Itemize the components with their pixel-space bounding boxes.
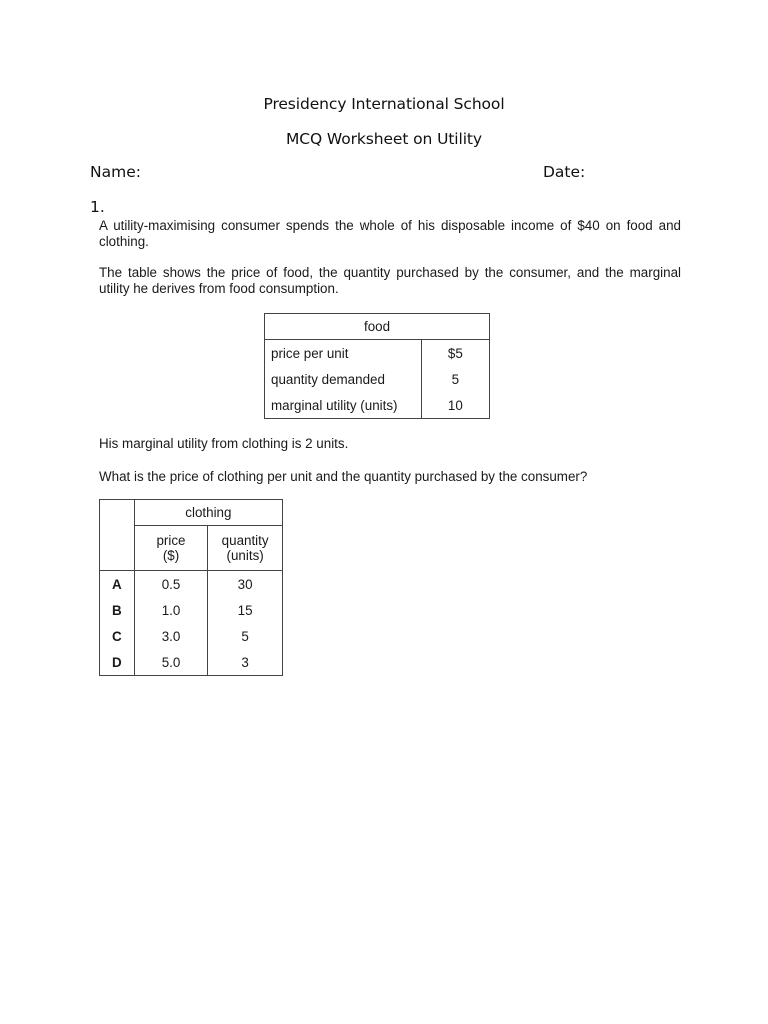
option-row-a[interactable] <box>100 571 283 598</box>
food-row-label: quantity demanded <box>265 366 422 392</box>
option-quantity: 3 <box>208 649 283 676</box>
question-number: 1. <box>90 198 105 216</box>
food-row-value: $5 <box>421 340 489 367</box>
option-row-b[interactable] <box>100 597 283 623</box>
food-row-value: 10 <box>421 392 489 419</box>
worksheet-title: MCQ Worksheet on Utility <box>286 130 482 148</box>
option-letter: D <box>100 649 135 676</box>
food-row-label: price per unit <box>265 340 422 367</box>
table-row <box>265 366 490 392</box>
option-quantity: 5 <box>208 623 283 649</box>
question-paragraph-4: What is the price of clothing per unit and the quantity purchased by the consumer? <box>99 469 588 484</box>
option-letter: C <box>100 623 135 649</box>
option-row-d[interactable] <box>100 649 283 676</box>
clothing-options-table <box>99 499 283 676</box>
food-row-label: marginal utility (units) <box>265 392 422 419</box>
option-price: 5.0 <box>134 649 208 676</box>
option-quantity: 30 <box>208 571 283 598</box>
option-price: 3.0 <box>134 623 208 649</box>
food-table-header: food <box>265 314 490 340</box>
option-quantity: 15 <box>208 597 283 623</box>
option-letter: A <box>100 571 135 598</box>
option-price: 1.0 <box>134 597 208 623</box>
option-letter-header <box>100 500 135 571</box>
quantity-column-header: quantity (units) <box>208 526 283 571</box>
table-row <box>265 340 490 367</box>
name-label: Name: <box>90 163 141 181</box>
option-row-c[interactable] <box>100 623 283 649</box>
question-paragraph-3: His marginal utility from clothing is 2 units. <box>99 436 349 451</box>
question-paragraph-2: The table shows the price of food, the quantity purchased by the consumer, and the marginal utility he derives from food consumption. <box>99 265 681 296</box>
clothing-table-header: clothing <box>134 500 282 526</box>
food-table <box>264 313 490 419</box>
date-label: Date: <box>543 163 586 181</box>
option-price: 0.5 <box>134 571 208 598</box>
price-column-header: price ($) <box>134 526 208 571</box>
question-paragraph-1: A utility-maximising consumer spends the whole of his disposable income of $40 on food and clothing. <box>99 218 681 249</box>
option-letter: B <box>100 597 135 623</box>
table-row <box>265 392 490 419</box>
school-name: Presidency International School <box>263 95 505 113</box>
food-row-value: 5 <box>421 366 489 392</box>
